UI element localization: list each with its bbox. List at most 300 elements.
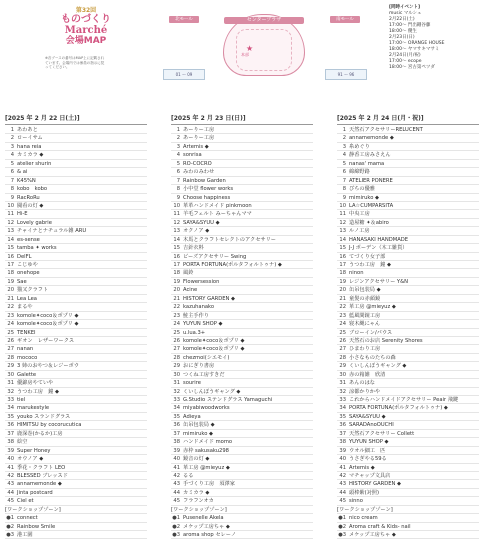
booth-number: 41 (339, 464, 346, 471)
exhibitor-row (5, 143, 147, 151)
exhibitor-row (5, 134, 147, 142)
exhibitor-row (171, 421, 313, 429)
booth-number: 7 (342, 177, 346, 184)
exhibitor-row (171, 404, 313, 412)
exhibitor-row (5, 464, 147, 472)
booth-number: ●1 (338, 515, 346, 522)
south-hall (325, 69, 367, 80)
map-title: 会場MAP (65, 36, 107, 46)
exhibitor-row (337, 134, 479, 142)
exhibitor-row (5, 531, 147, 539)
exhibitor-name: YUYUN SHOP ◆ (349, 439, 389, 446)
exhibitor-name: nanan (17, 346, 34, 353)
exhibitor-name: 涼都かりかや (349, 388, 381, 395)
exhibitor-name: chezmoi(シエモイ) (183, 354, 230, 361)
exhibitor-row (5, 371, 147, 379)
exhibitor-name: 綿綿野路 (349, 169, 370, 176)
exhibitor-name: PORTA FORTUNA(ポルタフォルトゥナ) ◆ (349, 405, 448, 412)
booth-number: 8 (176, 186, 180, 193)
booth-number: 45 (7, 498, 14, 505)
exhibitor-row (5, 523, 147, 531)
exhibitor-name: Ciel et (17, 498, 34, 505)
exhibitor-name: miyabiwoodworks (183, 405, 230, 412)
exhibitor-row (171, 312, 313, 320)
exhibitor-name: SAYA&SYUU ◆ (349, 413, 386, 420)
info-line: 2月23日(日) (389, 35, 415, 40)
exhibitor-name: 優錦房やていや (17, 380, 54, 387)
exhibitor-name: あーりー工房 (183, 135, 215, 142)
booth-number: 16 (173, 253, 180, 260)
exhibitor-name: ブローイン/パウス (349, 329, 393, 336)
booth-number: 7 (176, 177, 180, 184)
exhibitor-name: connect (17, 515, 38, 522)
exhibitor-name: mimiruko ◆ (349, 194, 380, 201)
exhibitor-name: annamemonde ◆ (349, 135, 394, 142)
exhibitor-name: てづくり女子部 (349, 253, 386, 260)
info-lines (389, 11, 499, 71)
exhibitor-row (337, 185, 479, 193)
exhibitor-name: 童髪の赤顔鏡 (349, 295, 381, 302)
exhibitor-name: LA☆CUMPARSITA (349, 202, 394, 209)
exhibitor-row (337, 244, 479, 252)
booth-number: 23 (339, 312, 346, 319)
exhibitor-row (5, 194, 147, 202)
exhibitor-row (337, 286, 479, 294)
column-header: [2025 年 2 月 22 日(土)] (5, 113, 147, 125)
booth-number: ●2 (6, 523, 14, 530)
booth-number: 27 (7, 346, 14, 353)
exhibitor-name: Aroma craft & Kids- nail (349, 523, 411, 530)
exhibitor-row (5, 480, 147, 488)
booth-number: 15 (173, 245, 180, 252)
exhibitor-name: 木馬とクラフトセレクトのアクセサリー (183, 236, 276, 243)
workshop-zone-header: [ワークショップゾーン] (337, 506, 479, 514)
booth-number: ●3 (338, 532, 346, 538)
booth-number: 39 (7, 447, 14, 454)
booth-number: 39 (339, 447, 346, 454)
exhibitor-row (337, 371, 479, 379)
exhibitor-name: Rainbow Garden (183, 177, 226, 184)
exhibitor-row (171, 202, 313, 210)
exhibitor-name: annamemonde ◆ (17, 481, 62, 488)
exhibitor-name: Choose happiness (183, 194, 231, 201)
exhibitor-row (5, 354, 147, 362)
booth-number: 14 (173, 236, 180, 243)
booth-number: 29 (339, 363, 346, 370)
exhibitor-name: youko スランドグラス (17, 413, 71, 420)
north-hall (163, 69, 205, 80)
booth-number: 34 (173, 405, 180, 412)
exhibitor-row (5, 253, 147, 261)
exhibitor-list (337, 126, 479, 539)
exhibitor-name: みわのみわせ (183, 169, 215, 176)
workshop-zone-header: [ワークショップゾーン] (5, 506, 147, 514)
booth-number: 24 (173, 321, 180, 328)
booth-number: 9 (176, 194, 180, 201)
exhibitor-name: 革工房 @mieyuz ◆ (349, 304, 396, 311)
exhibitor-row (337, 514, 479, 522)
exhibitor-name: チャイナとナチュラル雑 ARU (17, 228, 87, 235)
booth-number: 26 (339, 337, 346, 344)
booth-number: 23 (7, 312, 14, 319)
booth-number: 16 (339, 253, 346, 260)
booth-number: 17 (173, 262, 180, 268)
booth-number: 8 (342, 186, 346, 193)
exhibitor-row (337, 480, 479, 488)
exhibitor-row (337, 329, 479, 337)
booth-number: 20 (339, 287, 346, 294)
exhibitor-row (337, 388, 479, 396)
booth-number: 26 (7, 337, 14, 344)
exhibitor-row (171, 210, 313, 218)
booth-number: 28 (7, 354, 14, 361)
exhibitor-name: komole✦coco＆ポプリ ◆ (17, 321, 79, 328)
exhibitor-name: Galette (17, 371, 37, 378)
exhibitor-name: mimiruko ◆ (183, 430, 214, 437)
booth-number: 19 (173, 278, 180, 285)
exhibitor-name: 季花・クラフト LEO (17, 464, 66, 471)
exhibitor-name: HISTORY GARDEN ◆ (183, 295, 236, 302)
booth-number: 3 (342, 143, 346, 150)
exhibitor-name: Flowersession (183, 278, 220, 285)
booth-number: 10 (7, 202, 14, 209)
exhibitor-row (171, 531, 313, 539)
headquarters-label: 本部 (241, 52, 249, 57)
exhibitor-row (337, 168, 479, 176)
plaza-booths (236, 29, 292, 71)
booth-number: 38 (7, 439, 14, 446)
exhibitor-row (337, 269, 479, 277)
exhibitor-row (171, 134, 313, 142)
exhibitor-row (5, 388, 147, 396)
exhibitor-name: J-J ボーデン（木工雑貨） (349, 245, 408, 252)
booth-number: 10 (339, 202, 346, 209)
exhibitor-row (337, 236, 479, 244)
booth-number: ●2 (338, 523, 346, 530)
exhibitor-name: ウオル細工 匹 (349, 447, 386, 454)
exhibitor-name: Hi-E (17, 211, 28, 218)
exhibitor-name: Artemis ◆ (349, 464, 375, 471)
booth-number: 44 (173, 489, 180, 496)
exhibitor-row (5, 278, 147, 286)
exhibitor-name: 藍風間鏡工房 (349, 312, 381, 319)
exhibitor-name: mococo (17, 354, 38, 361)
exhibitor-row (5, 202, 147, 210)
exhibitor-name: aroma shop セレーノ (183, 532, 237, 538)
info-line: 18:00～ ヤマサキマサミ (389, 47, 440, 52)
booth-number: 40 (339, 456, 346, 463)
exhibitor-row (5, 236, 147, 244)
exhibitor-list (5, 126, 147, 539)
exhibitor-name: 吉針衣料 (183, 245, 204, 252)
info-line: 17:00～ ORANGE HOUSE (389, 41, 445, 46)
exhibitor-row (5, 379, 147, 387)
booth-number: ●1 (6, 515, 14, 522)
exhibitor-row (5, 126, 147, 134)
exhibitor-row (337, 396, 479, 404)
booth-number: 7 (10, 177, 14, 184)
exhibitor-name: ぴちの優雅 (349, 186, 375, 193)
info-line: 18:00～ 優生 (389, 29, 417, 34)
exhibitor-row (5, 219, 147, 227)
booth-number: 3 (10, 143, 14, 150)
exhibitor-row (171, 388, 313, 396)
booth-number: 24 (339, 321, 346, 328)
exhibitor-row (5, 286, 147, 294)
booth-number: 19 (7, 278, 14, 285)
exhibitor-name: nanas' mama (349, 160, 385, 167)
booth-number: ●3 (6, 532, 14, 538)
exhibitor-name: 鏡音の灯 ◆ (183, 456, 210, 463)
booth-number: 12 (339, 219, 346, 226)
exhibitor-name: オウノア ◆ (17, 456, 44, 463)
exhibitor-name: nico cream (349, 515, 378, 522)
exhibitor-name: 静香工房みさえん (349, 152, 391, 159)
exhibitor-name: フラフンオカ (183, 498, 214, 505)
exhibitor-row (171, 303, 313, 311)
map-note: ※各ブースの番号はMAP上に記載されています。会場内では係員の指示に従ってください。 (45, 56, 105, 69)
booth-number: 10 (173, 202, 180, 209)
booth-number: 3 (176, 143, 180, 150)
booth-number: 31 (339, 380, 346, 387)
exhibitor-name: うつわ工房 鐘 ◆ (17, 388, 59, 395)
exhibitor-name: & ai (17, 169, 28, 176)
exhibitor-row (171, 514, 313, 522)
booth-number: 25 (339, 329, 346, 336)
exhibitor-row (337, 430, 479, 438)
exhibitor-name: Pusenelle Akela (183, 515, 224, 522)
exhibitor-name: うつわ工房 鐘 ◆ (349, 262, 391, 268)
exhibitor-name: u.lua.3+ (183, 329, 206, 336)
exhibitor-name: tiel (17, 397, 26, 403)
exhibitor-row (171, 168, 313, 176)
exhibitor-name: 革工房 @mieyuz ◆ (183, 464, 230, 471)
info-line: 17:00～ ecope (389, 59, 422, 64)
column-header: [2025 年 2 月 24 日(月・祝)] (337, 113, 479, 125)
booth-number: 22 (339, 304, 346, 311)
exhibitor-name: 中央工房 (349, 211, 370, 218)
info-line: 18:00～ 宮古第ペツダ (389, 65, 435, 70)
booth-number: ●3 (172, 532, 180, 538)
exhibitor-row (171, 345, 313, 353)
booth-number: ●2 (172, 523, 180, 530)
exhibitor-row (337, 160, 479, 168)
exhibitor-name: 糸めぐり (349, 143, 370, 150)
exhibitor-row (171, 227, 313, 235)
exhibitor-row (5, 261, 147, 269)
booth-number: 33 (339, 397, 346, 403)
exhibitor-row (171, 438, 313, 446)
exhibitor-row (5, 295, 147, 303)
exhibitor-row (171, 371, 313, 379)
booth-number: 27 (339, 346, 346, 353)
info-line: 2月24日(月/祝) (389, 53, 421, 58)
exhibitor-row (337, 337, 479, 345)
exhibitor-row (171, 464, 313, 472)
booth-number: 21 (7, 295, 14, 302)
exhibitor-name: 赤枠 sakusaku298 (183, 447, 229, 454)
exhibitor-row (5, 404, 147, 412)
exhibitor-name: ギオン レザーワークス (17, 337, 75, 344)
exhibitor-row (5, 497, 147, 505)
booth-number: 36 (7, 422, 14, 429)
exhibitor-name: sourire (183, 380, 201, 387)
exhibitor-name: ビーズアクセサリー Swing (183, 253, 247, 260)
booth-number: 17 (7, 262, 14, 268)
exhibitor-name: tamba ✦ works (17, 245, 57, 252)
exhibitor-name: BLESSED ブレッスド (17, 472, 68, 479)
event-edition: 第32回 (75, 7, 97, 14)
exhibitor-name: DelFL (17, 253, 32, 260)
booth-number: 29 (7, 363, 14, 370)
exhibitor-row (337, 531, 479, 539)
exhibitor-list (171, 126, 313, 539)
exhibitor-name: ひまわり工房 (349, 346, 381, 353)
exhibitor-row (171, 354, 313, 362)
exhibitor-name: YUYUN SHOP ◆ (183, 321, 223, 328)
booth-number: 40 (7, 456, 14, 463)
exhibitor-name: あわあと (17, 127, 38, 133)
exhibitor-row (171, 244, 313, 252)
exhibitor-row (5, 455, 147, 463)
booth-number: 11 (7, 211, 14, 218)
exhibitor-row (171, 160, 313, 168)
exhibitor-row (171, 185, 313, 193)
exhibitor-name: 鹿深巻(かるか)工房 (17, 430, 63, 437)
exhibitor-row (171, 379, 313, 387)
exhibitor-row (337, 303, 479, 311)
booth-number: 38 (339, 439, 346, 446)
exhibitor-name: 天然石アクセサリー Collett (349, 430, 415, 437)
booth-number: 26 (173, 337, 180, 344)
booth-number: 43 (339, 481, 346, 488)
exhibitor-row (5, 227, 147, 235)
exhibitor-row (337, 379, 479, 387)
exhibitor-row (5, 447, 147, 455)
exhibitor-row (171, 286, 313, 294)
booth-number: 33 (7, 397, 14, 403)
booth-number: 20 (173, 287, 180, 294)
exhibitor-name: Adieya (183, 413, 201, 420)
booth-number: 25 (7, 329, 14, 336)
booth-number: 23 (173, 312, 180, 319)
booth-number: 42 (173, 472, 180, 479)
booth-number: 28 (339, 354, 346, 361)
exhibitor-name: ルノ工房 (349, 228, 370, 235)
booth-number: 9 (10, 194, 14, 201)
booth-number: 2 (342, 135, 346, 142)
booth-number: 43 (7, 481, 14, 488)
south-mall-label: 南モール (330, 16, 360, 23)
exhibitor-row (5, 396, 147, 404)
exhibitor-row (5, 185, 147, 193)
booth-number: 5 (176, 160, 180, 167)
exhibitor-name: 闘看の灯 ◆ (17, 202, 44, 209)
booth-number: 21 (173, 295, 180, 302)
booth-number: 42 (7, 472, 14, 479)
exhibitor-name: Lea Lea (17, 295, 37, 302)
exhibitor-name: 赤の箱雑 欣清 (349, 371, 386, 378)
booth-number: 35 (7, 413, 14, 420)
exhibitor-name: kazuhanako (183, 304, 215, 311)
booth-number: 25 (173, 329, 180, 336)
booth-number: 13 (173, 228, 180, 235)
exhibitor-row (171, 523, 313, 531)
exhibitor-row (171, 219, 313, 227)
exhibitor-name: 鮭主手作り (183, 312, 209, 319)
exhibitor-row (337, 210, 479, 218)
exhibitor-name: HIMITSU by cocorucutica (17, 422, 82, 429)
booth-number: 30 (7, 371, 14, 378)
exhibitor-row (171, 447, 313, 455)
booth-number: 12 (173, 219, 180, 226)
exhibitor-row (337, 126, 479, 134)
booth-number: 17 (339, 262, 346, 268)
exhibitor-row (5, 320, 147, 328)
booth-number: 15 (7, 245, 14, 252)
booth-number: 36 (173, 422, 180, 429)
booth-number: 5 (10, 160, 14, 167)
exhibitor-name: PORTA FORTUNA(ポルタフォルトゥナ) ◆ (183, 262, 282, 268)
column-day-2 (171, 113, 313, 539)
booth-number: 35 (339, 413, 346, 420)
exhibitor-row (5, 438, 147, 446)
info-line: music マルシェ (389, 11, 422, 16)
booth-number: 14 (7, 236, 14, 243)
exhibitor-name: くいしんぼうギャング ◆ (183, 388, 241, 395)
exhibitor-name: 缶吊包装局 ◆ (349, 287, 381, 294)
exhibitor-name: Jinta postcard (17, 489, 53, 496)
exhibitor-name: おにぎり書房 (183, 363, 215, 370)
exhibitor-name: komole✦coco＆ポプリ ◆ (17, 312, 79, 319)
exhibitor-row (337, 194, 479, 202)
exhibitor-name: 手づくり工房 須澤家 (183, 481, 235, 488)
exhibitor-row (337, 447, 479, 455)
exhibitor-name: onehope (17, 270, 40, 277)
column-header: [2025 年 2 月 23 日(日)] (171, 113, 313, 125)
column-day-1 (5, 113, 147, 539)
exhibitor-row (337, 227, 479, 235)
exhibitor-row (337, 455, 479, 463)
booth-number: 4 (342, 152, 346, 159)
exhibitor-row (337, 295, 479, 303)
south-hall-range: 91 ～ 96 (337, 72, 355, 77)
exhibitor-name: まるや (17, 304, 33, 311)
exhibitor-row (171, 472, 313, 480)
exhibitor-row (337, 151, 479, 159)
booth-number: ●1 (172, 515, 180, 522)
exhibitor-row (337, 413, 479, 421)
exhibitor-row (337, 438, 479, 446)
exhibitor-row (5, 303, 147, 311)
exhibitor-row (5, 413, 147, 421)
exhibitor-name: るる (183, 472, 194, 479)
north-hall-range: 01 ～ 09 (175, 72, 193, 77)
exhibitor-name: SARADAnoOUCHI (349, 422, 394, 429)
booth-number: 42 (339, 472, 346, 479)
exhibitor-name: HANASAKI HANDMADE (349, 236, 409, 243)
booth-number: 31 (7, 380, 14, 387)
info-title: [同時イベント] (389, 5, 421, 10)
booth-number: 22 (7, 304, 14, 311)
booth-number: 32 (173, 388, 180, 395)
exhibitor-name: Artemis ◆ (183, 143, 209, 150)
exhibitor-row (337, 202, 479, 210)
exhibitor-name: カミカラ ◆ (183, 489, 210, 496)
exhibitor-name: RO-COCRO (183, 160, 212, 167)
event-title: ものづくりMarché (61, 14, 111, 36)
exhibitor-row (5, 489, 147, 497)
